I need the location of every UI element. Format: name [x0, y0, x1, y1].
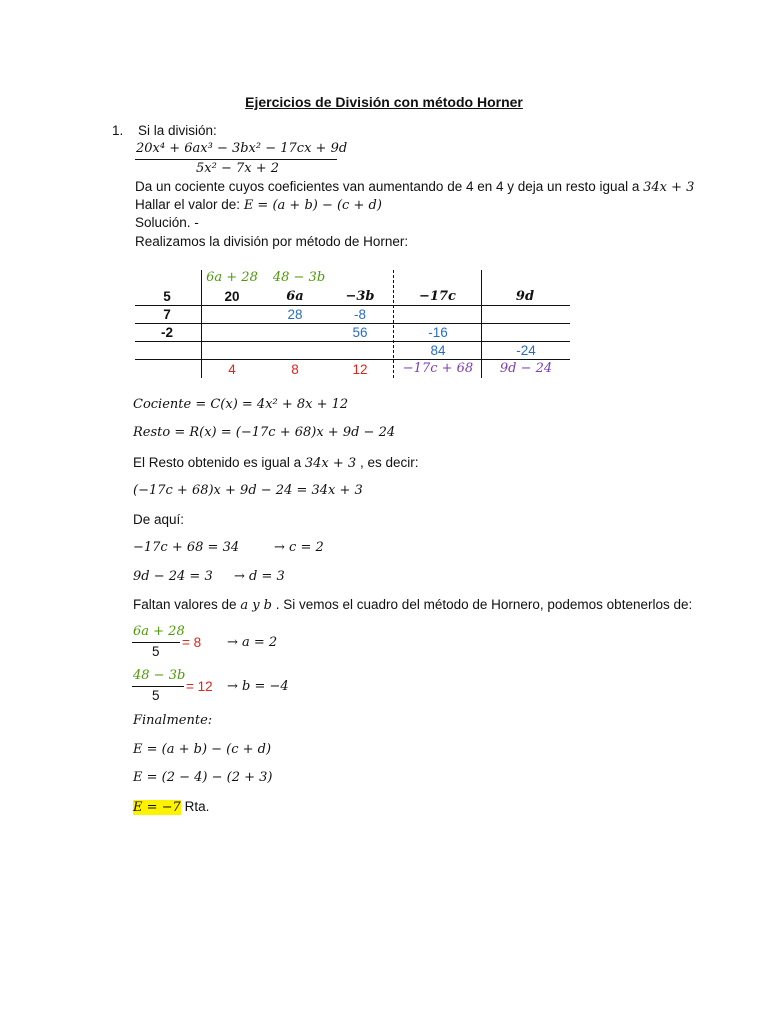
de-aqui-label: De aquí: — [133, 512, 185, 527]
horner-quotient-cell: 4 — [228, 362, 236, 377]
fraction-a-denominator: 5 — [152, 644, 160, 659]
final-answer-value: E = −7 — [133, 800, 181, 815]
result-a: → a = 2 — [227, 635, 278, 650]
horner-top-b: 48 − 3b — [272, 270, 326, 285]
equation-line: (−17c + 68)x + 9d − 24 = 34x + 3 — [133, 483, 363, 498]
statement-remainder: 34x + 3 — [643, 180, 695, 195]
resto-line: Resto = R(x) = (−17c + 68)x + 9d − 24 — [133, 425, 396, 440]
division-fraction-line — [135, 159, 337, 160]
find-line — [135, 197, 382, 213]
horner-divisor-head: 5 — [163, 289, 171, 304]
fraction-a-numerator: 6a + 28 — [133, 624, 185, 639]
fraction-b-denominator: 5 — [152, 688, 160, 703]
problem-number: 1. — [112, 123, 124, 138]
horner-head: 20 — [224, 289, 240, 304]
faltan-line — [133, 597, 692, 613]
solution-label: Solución. - — [135, 215, 199, 230]
horner-cell: -24 — [516, 343, 536, 358]
horner-top-a: 6a + 28 — [206, 270, 258, 285]
resto-igual-text: El Resto obtenido es igual a — [133, 455, 305, 470]
problem-intro: Si la división: — [138, 123, 217, 138]
expression-e2: E = (2 − 4) − (2 + 3) — [133, 770, 273, 785]
final-answer — [133, 799, 209, 815]
fraction-b-line — [132, 686, 184, 687]
horner-head: −17c — [419, 289, 456, 304]
faltan-suffix: . Si vemos el cuadro del método de Hornero, podemos obtenerlos de: — [272, 597, 693, 612]
horner-remainder-cell: −17c + 68 — [402, 361, 474, 376]
cociente-line: Cociente = C(x) = 4x² + 8x + 12 — [133, 397, 349, 412]
finalmente-label: Finalmente: — [133, 713, 213, 728]
page-title: Ejercicios de División con método Horner — [245, 94, 523, 110]
horner-head: 9d — [515, 289, 535, 304]
horner-row-label: 7 — [163, 307, 171, 322]
division-denominator: 5x² − 7x + 2 — [196, 161, 280, 176]
fraction-b-equals: = 12 — [186, 679, 213, 694]
expression-e1: E = (a + b) − (c + d) — [133, 742, 272, 757]
problem-statement — [135, 179, 694, 195]
result-d: → d = 3 — [234, 569, 285, 584]
fraction-a-line — [132, 642, 180, 643]
resto-igual-suffix: , es decir: — [356, 455, 419, 470]
horner-head: 6a — [286, 289, 304, 304]
horner-head: −3b — [345, 289, 375, 304]
fraction-b-numerator: 48 − 3b — [133, 668, 186, 683]
horner-remainder-separator — [393, 270, 394, 378]
result-c: → c = 2 — [274, 540, 324, 555]
horner-remainder-cell: 9d − 24 — [499, 361, 553, 376]
resto-igual-expression: 34x + 3 — [304, 456, 357, 471]
resto-igual-line — [133, 455, 418, 471]
division-numerator: 20x⁴ + 6ax³ − 3bx² − 17cx + 9d — [136, 141, 348, 156]
equation-c: −17c + 68 = 34 — [133, 540, 240, 555]
horner-cell: -16 — [428, 325, 448, 340]
horner-cell: 28 — [287, 307, 303, 322]
final-answer-rta: Rta. — [180, 799, 210, 814]
result-b: → b = −4 — [227, 679, 289, 694]
faltan-variables: a y b — [240, 598, 272, 613]
fraction-a-equals: = 8 — [182, 635, 202, 650]
horner-cell: 56 — [352, 325, 368, 340]
method-label: Realizamos la división por método de Horner: — [135, 234, 409, 249]
horner-remainder-column-line — [481, 270, 482, 378]
horner-quotient-cell: 12 — [352, 362, 368, 377]
horner-cell: -8 — [353, 307, 366, 322]
horner-divisor-line — [201, 270, 202, 378]
statement-text: Da un cociente cuyos coeficientes van aumentando de 4 en 4 y deja un resto igual a — [135, 179, 644, 194]
horner-cell: 84 — [430, 343, 446, 358]
faltan-text: Faltan valores de — [133, 597, 241, 612]
find-expression: E = (a + b) − (c + d) — [243, 198, 382, 213]
horner-quotient-cell: 8 — [291, 362, 299, 377]
horner-row-label: -2 — [160, 325, 173, 340]
find-label: Hallar el valor de: — [135, 197, 244, 212]
equation-d: 9d − 24 = 3 — [133, 569, 213, 584]
